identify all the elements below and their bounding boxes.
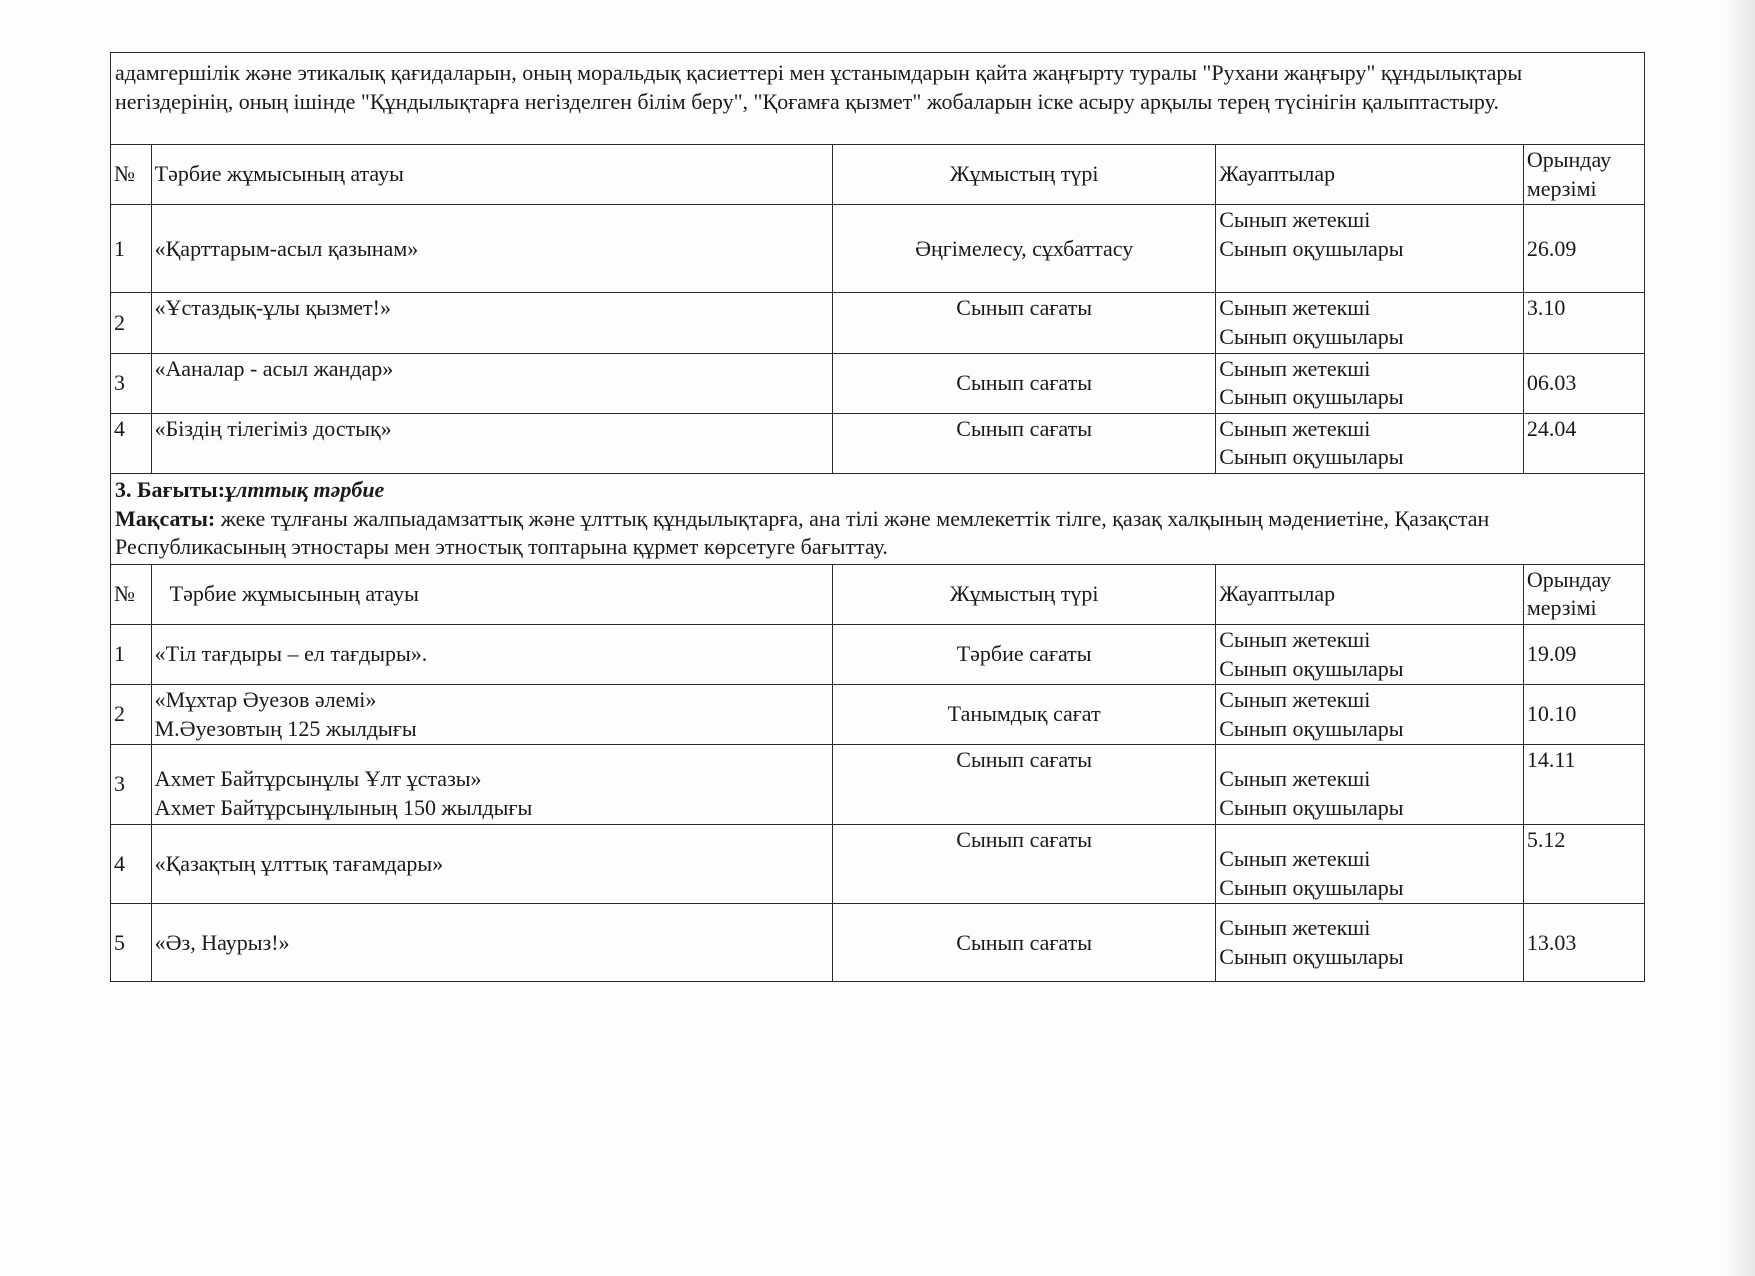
row-number: 2 — [111, 293, 152, 353]
row-name — [151, 904, 832, 982]
row-number: 3 — [111, 745, 152, 825]
responsible-teacher: Сынып жетекші — [1219, 915, 1371, 941]
responsible-students: Сынып оқушылары — [1219, 655, 1404, 681]
table2-header-name: Тәрбие жұмысының атауы — [151, 564, 832, 624]
row-type: Сынып сағаты — [833, 413, 1216, 473]
row-date: 24.04 — [1523, 413, 1644, 473]
row-type: Сынып сағаты — [833, 353, 1216, 413]
row-responsible — [1216, 745, 1524, 825]
goal-label: Мақсаты: — [115, 505, 216, 531]
table-row — [111, 353, 1645, 413]
responsible-students: Сынып оқушылары — [1219, 715, 1404, 741]
row-name-line1: «Мұхтар Әуезов әлемі» — [154, 687, 377, 713]
row-number: 1 — [111, 205, 152, 293]
responsible-students: Сынып оқушылары — [1219, 943, 1404, 969]
row-responsible — [1216, 825, 1524, 904]
row-name: «Қарттарым-асыл қазынам» — [151, 205, 832, 293]
responsible-teacher: Сынып жетекші — [1219, 355, 1371, 381]
row-responsible — [1216, 205, 1524, 293]
table-row — [111, 624, 1645, 684]
row-name-line1: «Қазақтың ұлттық тағамдары» — [154, 851, 444, 877]
table1-header-name: Тәрбие жұмысының атауы — [151, 145, 832, 205]
row-number: 1 — [111, 624, 152, 684]
table-row — [111, 904, 1645, 982]
responsible-teacher: Сынып жетекші — [1219, 295, 1371, 321]
row-name-line2: М.Әуезовтың 125 жылдығы — [154, 715, 417, 741]
direction-value: ұлттық тәрбие — [225, 476, 385, 502]
row-name: «Ааналар - асыл жандар» — [151, 353, 832, 413]
row-name-line1: Ахмет Байтұрсынұлы Ұлт ұстазы» — [154, 766, 482, 792]
document-table — [110, 52, 1645, 982]
row-type: Танымдық сағат — [833, 685, 1216, 745]
responsible-teacher: Сынып жетекші — [1219, 687, 1371, 713]
row-name-line2: Ахмет Байтұрсынұлының 150 жылдығы — [154, 794, 533, 820]
row-date: 5.12 — [1523, 825, 1644, 904]
direction-label: 3. Бағыты: — [115, 476, 226, 502]
row-date: 19.09 — [1523, 624, 1644, 684]
section3-row — [111, 473, 1645, 564]
row-name — [151, 685, 832, 745]
table-row — [111, 293, 1645, 353]
row-name — [151, 745, 832, 825]
table1-header-no: № — [111, 145, 152, 205]
section3-block — [111, 473, 1645, 564]
row-responsible — [1216, 904, 1524, 982]
row-date: 14.11 — [1523, 745, 1644, 825]
table1-header-responsible: Жауаптылар — [1216, 145, 1524, 205]
table1-header-type: Жұмыстың түрі — [833, 145, 1216, 205]
table-row — [111, 685, 1645, 745]
row-date: 26.09 — [1523, 205, 1644, 293]
row-responsible — [1216, 624, 1524, 684]
scan-edge — [1727, 0, 1755, 1276]
deadline-line1: Орындау — [1526, 566, 1612, 592]
goal-text: жеке тұлғаны жалпыадамзаттық және ұлттық құндылықтарға, ана тілі және мемлекеттік тілге, қазақ халқының мәдениетіне, Қазақстан Республикасының этностары мен этностық топтарына құрмет көрсетуге бағыттау. — [115, 505, 1490, 560]
responsible-students: Сынып оқушылары — [1219, 235, 1404, 261]
row-type: Әңгімелесу, сұхбаттасу — [833, 205, 1216, 293]
row-type: Тәрбие сағаты — [833, 624, 1216, 684]
responsible-students: Сынып оқушылары — [1219, 874, 1404, 900]
responsible-teacher: Сынып жетекші — [1219, 846, 1371, 872]
row-name: «Біздің тілегіміз достық» — [151, 413, 832, 473]
row-responsible — [1216, 685, 1524, 745]
row-number: 3 — [111, 353, 152, 413]
row-date: 13.03 — [1523, 904, 1644, 982]
responsible-students: Сынып оқушылары — [1219, 323, 1404, 349]
row-date: 06.03 — [1523, 353, 1644, 413]
row-name-line1: «Тіл тағдыры – ел тағдыры». — [154, 641, 428, 667]
row-name — [151, 825, 832, 904]
row-name — [151, 624, 832, 684]
responsible-students: Сынып оқушылары — [1219, 444, 1404, 470]
responsible-students: Сынып оқушылары — [1219, 794, 1404, 820]
row-responsible — [1216, 293, 1524, 353]
table2-header-type: Жұмыстың түрі — [833, 564, 1216, 624]
row-responsible — [1216, 353, 1524, 413]
table2-header-responsible: Жауаптылар — [1216, 564, 1524, 624]
table-row — [111, 745, 1645, 825]
deadline-line2: мерзімі — [1526, 175, 1597, 201]
table1-header-row — [111, 145, 1645, 205]
row-type: Сынып сағаты — [833, 293, 1216, 353]
table2-header-deadline — [1523, 564, 1644, 624]
table-row — [111, 825, 1645, 904]
responsible-teacher: Сынып жетекші — [1219, 207, 1371, 233]
row-number: 2 — [111, 685, 152, 745]
deadline-line1: Орындау — [1526, 147, 1612, 173]
table2-header-no: № — [111, 564, 152, 624]
responsible-students: Сынып оқушылары — [1219, 384, 1404, 410]
row-type: Сынып сағаты — [833, 904, 1216, 982]
responsible-teacher: Сынып жетекші — [1219, 766, 1371, 792]
row-number: 5 — [111, 904, 152, 982]
intro-text: адамгершілік және этикалық қағидаларын, оның моральдық қасиеттері мен ұстанымдарын қайта жаңғырту туралы "Рухани жаңғыру" құндылықтары негіздерінің, оның ішінде "Құндылықтарға негізделген білім беру", "Қоғамға қызмет" жобаларын іске асыру арқылы терең түсінігін қалыптастыру. — [111, 53, 1645, 145]
table2-header-row — [111, 564, 1645, 624]
row-date: 3.10 — [1523, 293, 1644, 353]
table1-header-deadline — [1523, 145, 1644, 205]
responsible-teacher: Сынып жетекші — [1219, 626, 1371, 652]
row-type: Сынып сағаты — [833, 825, 1216, 904]
deadline-line2: мерзімі — [1526, 595, 1597, 621]
row-name: «Ұстаздық-ұлы қызмет!» — [151, 293, 832, 353]
row-number: 4 — [111, 825, 152, 904]
row-number: 4 — [111, 413, 152, 473]
row-date: 10.10 — [1523, 685, 1644, 745]
row-type: Сынып сағаты — [833, 745, 1216, 825]
table-row — [111, 205, 1645, 293]
table-row — [111, 413, 1645, 473]
intro-row — [111, 53, 1645, 145]
row-responsible — [1216, 413, 1524, 473]
row-name-line1: «Әз, Наурыз!» — [154, 929, 290, 955]
responsible-teacher: Сынып жетекші — [1219, 415, 1371, 441]
